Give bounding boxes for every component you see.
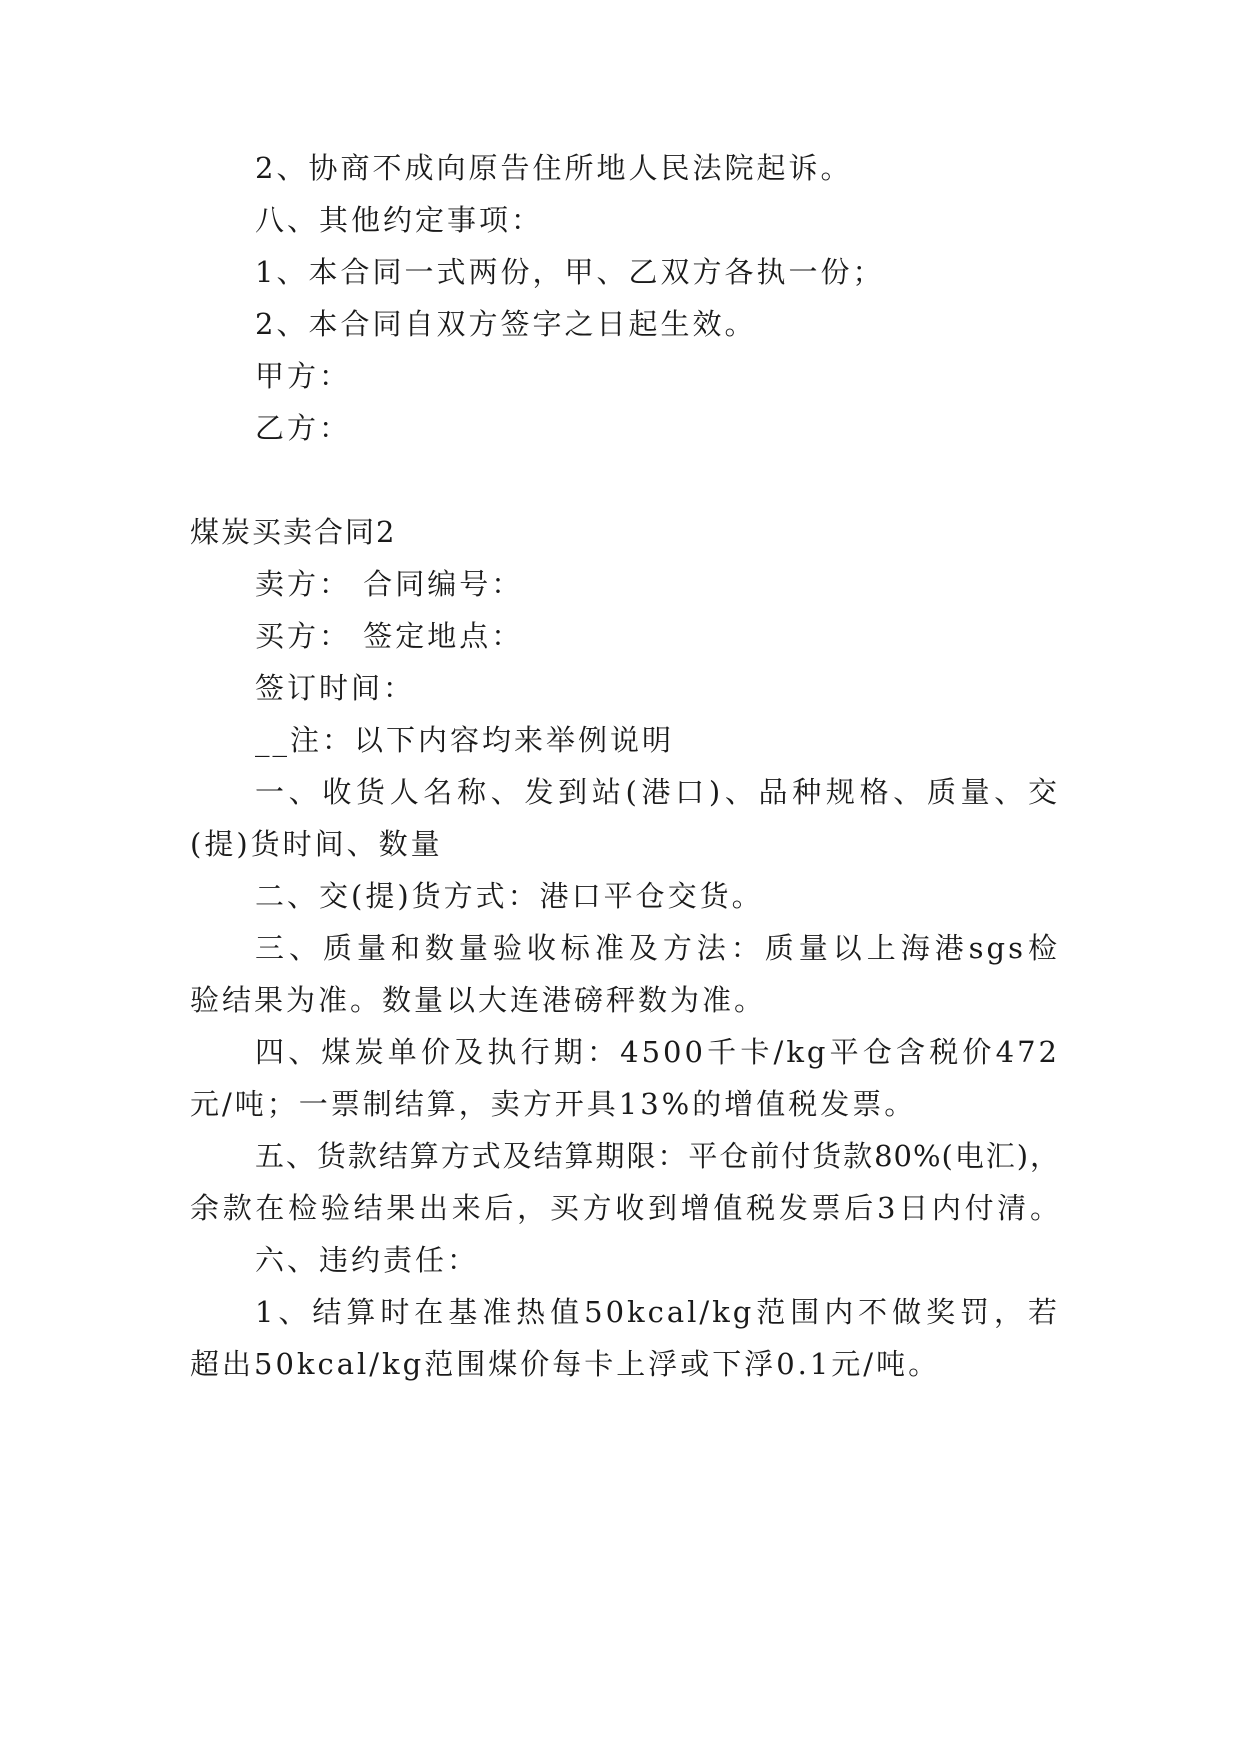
clause-dispute-2: 2、协商不成向原告住所地人民法院起诉。 — [255, 151, 853, 185]
item2-line: 二、交(提)货方式：港口平仓交货。 — [255, 879, 764, 913]
party-b-label: 乙方： — [255, 411, 352, 445]
item5-line2: 余款在检验结果出来后，买方收到增值税发票后3日内付清。 — [190, 1191, 1060, 1225]
sign-time-line: 签订时间： — [255, 671, 416, 705]
heading-other-terms: 八、其他约定事项： — [255, 203, 544, 237]
item1-line2: (提)货时间、数量 — [190, 827, 443, 861]
party-a-label: 甲方： — [255, 359, 352, 393]
item5-line1: 五、货款结算方式及结算期限：平仓前付货款80%(电汇)， — [255, 1139, 1060, 1173]
item3-line1: 三、质量和数量验收标准及方法：质量以上海港sgs检 — [255, 931, 1060, 965]
contract-title: 煤炭买卖合同2 — [190, 515, 397, 549]
item4-line1: 四、煤炭单价及执行期：4500千卡/kg平仓含税价472 — [255, 1035, 1060, 1069]
item6-1-line1: 1、结算时在基准热值50kcal/kg范围内不做奖罚，若 — [255, 1295, 1060, 1329]
item4-line2: 元/吨；一票制结算，卖方开具13%的增值税发票。 — [190, 1087, 917, 1121]
clause-copies: 1、本合同一式两份，甲、乙双方各执一份； — [255, 255, 885, 289]
item1-line1: 一、收货人名称、发到站(港口)、品种规格、质量、交 — [255, 775, 1060, 809]
note-line: __注：以下内容均来举例说明 — [255, 723, 675, 757]
item3-line2: 验结果为准。数量以大连港磅秤数为准。 — [190, 983, 767, 1017]
clause-effective: 2、本合同自双方签字之日起生效。 — [255, 307, 757, 341]
item6-1-line2: 超出50kcal/kg范围煤价每卡上浮或下浮0.1元/吨。 — [190, 1347, 941, 1381]
item6-heading: 六、违约责任： — [255, 1243, 480, 1277]
seller-line: 卖方： 合同编号： — [255, 567, 524, 601]
buyer-line: 买方： 签定地点： — [255, 619, 524, 653]
